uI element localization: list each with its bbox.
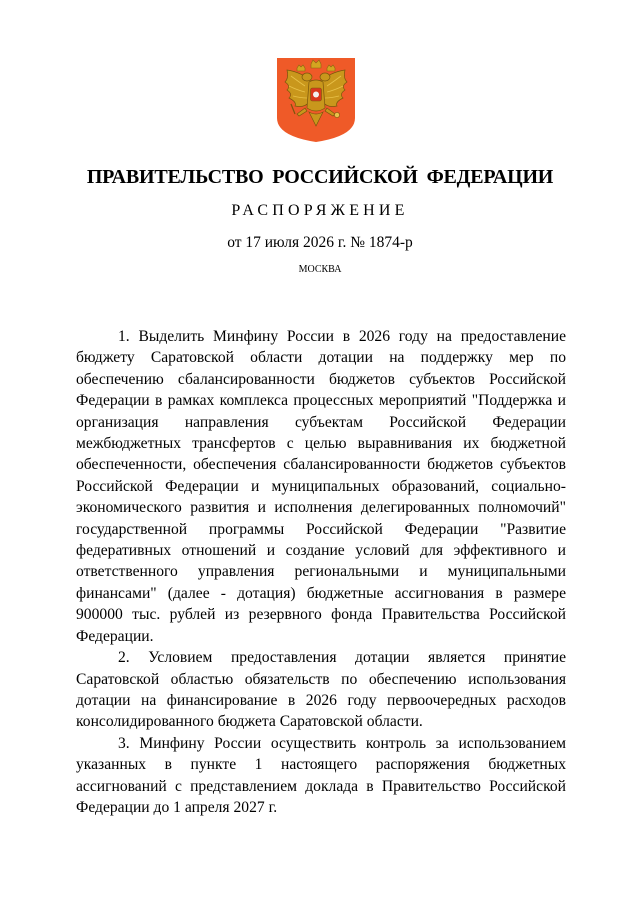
paragraph-1: 1. Выделить Минфину России в 2026 году на предоставление бюджету Саратовской области дотации на поддержку мер по обеспечению сбалансированности бюджетов субъектов Российской Федерации в рамках комплекса процессных мероприятий "Поддержка и организация направления субъектам Российской Федерации межбюджетных трансфертов с целью выравнивания их бюджетной обеспеченности, обеспечения сбалансированности бюджетов субъектов Российской Федерации и муниципальных образований, социально-экономического развития и исполнения делегированных полномочий" государственной программы Российской Федерации "Развитие федеративных отношений и создание условий для эффективного и ответственного управления региональными и муниципальными финансами" (далее - дотация) бюджетные ассигнования в размере 900000 тыс. рублей из резервного фонда Правительства Российской Федерации. xyxy=(76,328,566,645)
document-body xyxy=(76,326,566,818)
document-type: РАСПОРЯЖЕНИЕ xyxy=(231,202,409,219)
coat-of-arms-icon xyxy=(275,56,357,144)
document-date-number: от 17 июля 2026 г. № 1874-р xyxy=(227,234,413,251)
paragraph-2: 2. Условием предоставления дотации является принятие Саратовской областью обязательств по обеспечению использования дотации на финансирование в 2026 году первоочередных расходов консолидированного бюджета Саратовской области. xyxy=(76,649,566,731)
government-title: ПРАВИТЕЛЬСТВО РОССИЙСКОЙ ФЕДЕРАЦИИ xyxy=(86,166,554,188)
city-name: МОСКВА xyxy=(298,264,342,275)
paragraph-3: 3. Минфину России осуществить контроль за использованием указанных в пункте 1 настоящего распоряжения бюджетных ассигнований с представлением доклада в Правительство Российской Федерации до 1 апреля 2027 г. xyxy=(76,734,566,816)
